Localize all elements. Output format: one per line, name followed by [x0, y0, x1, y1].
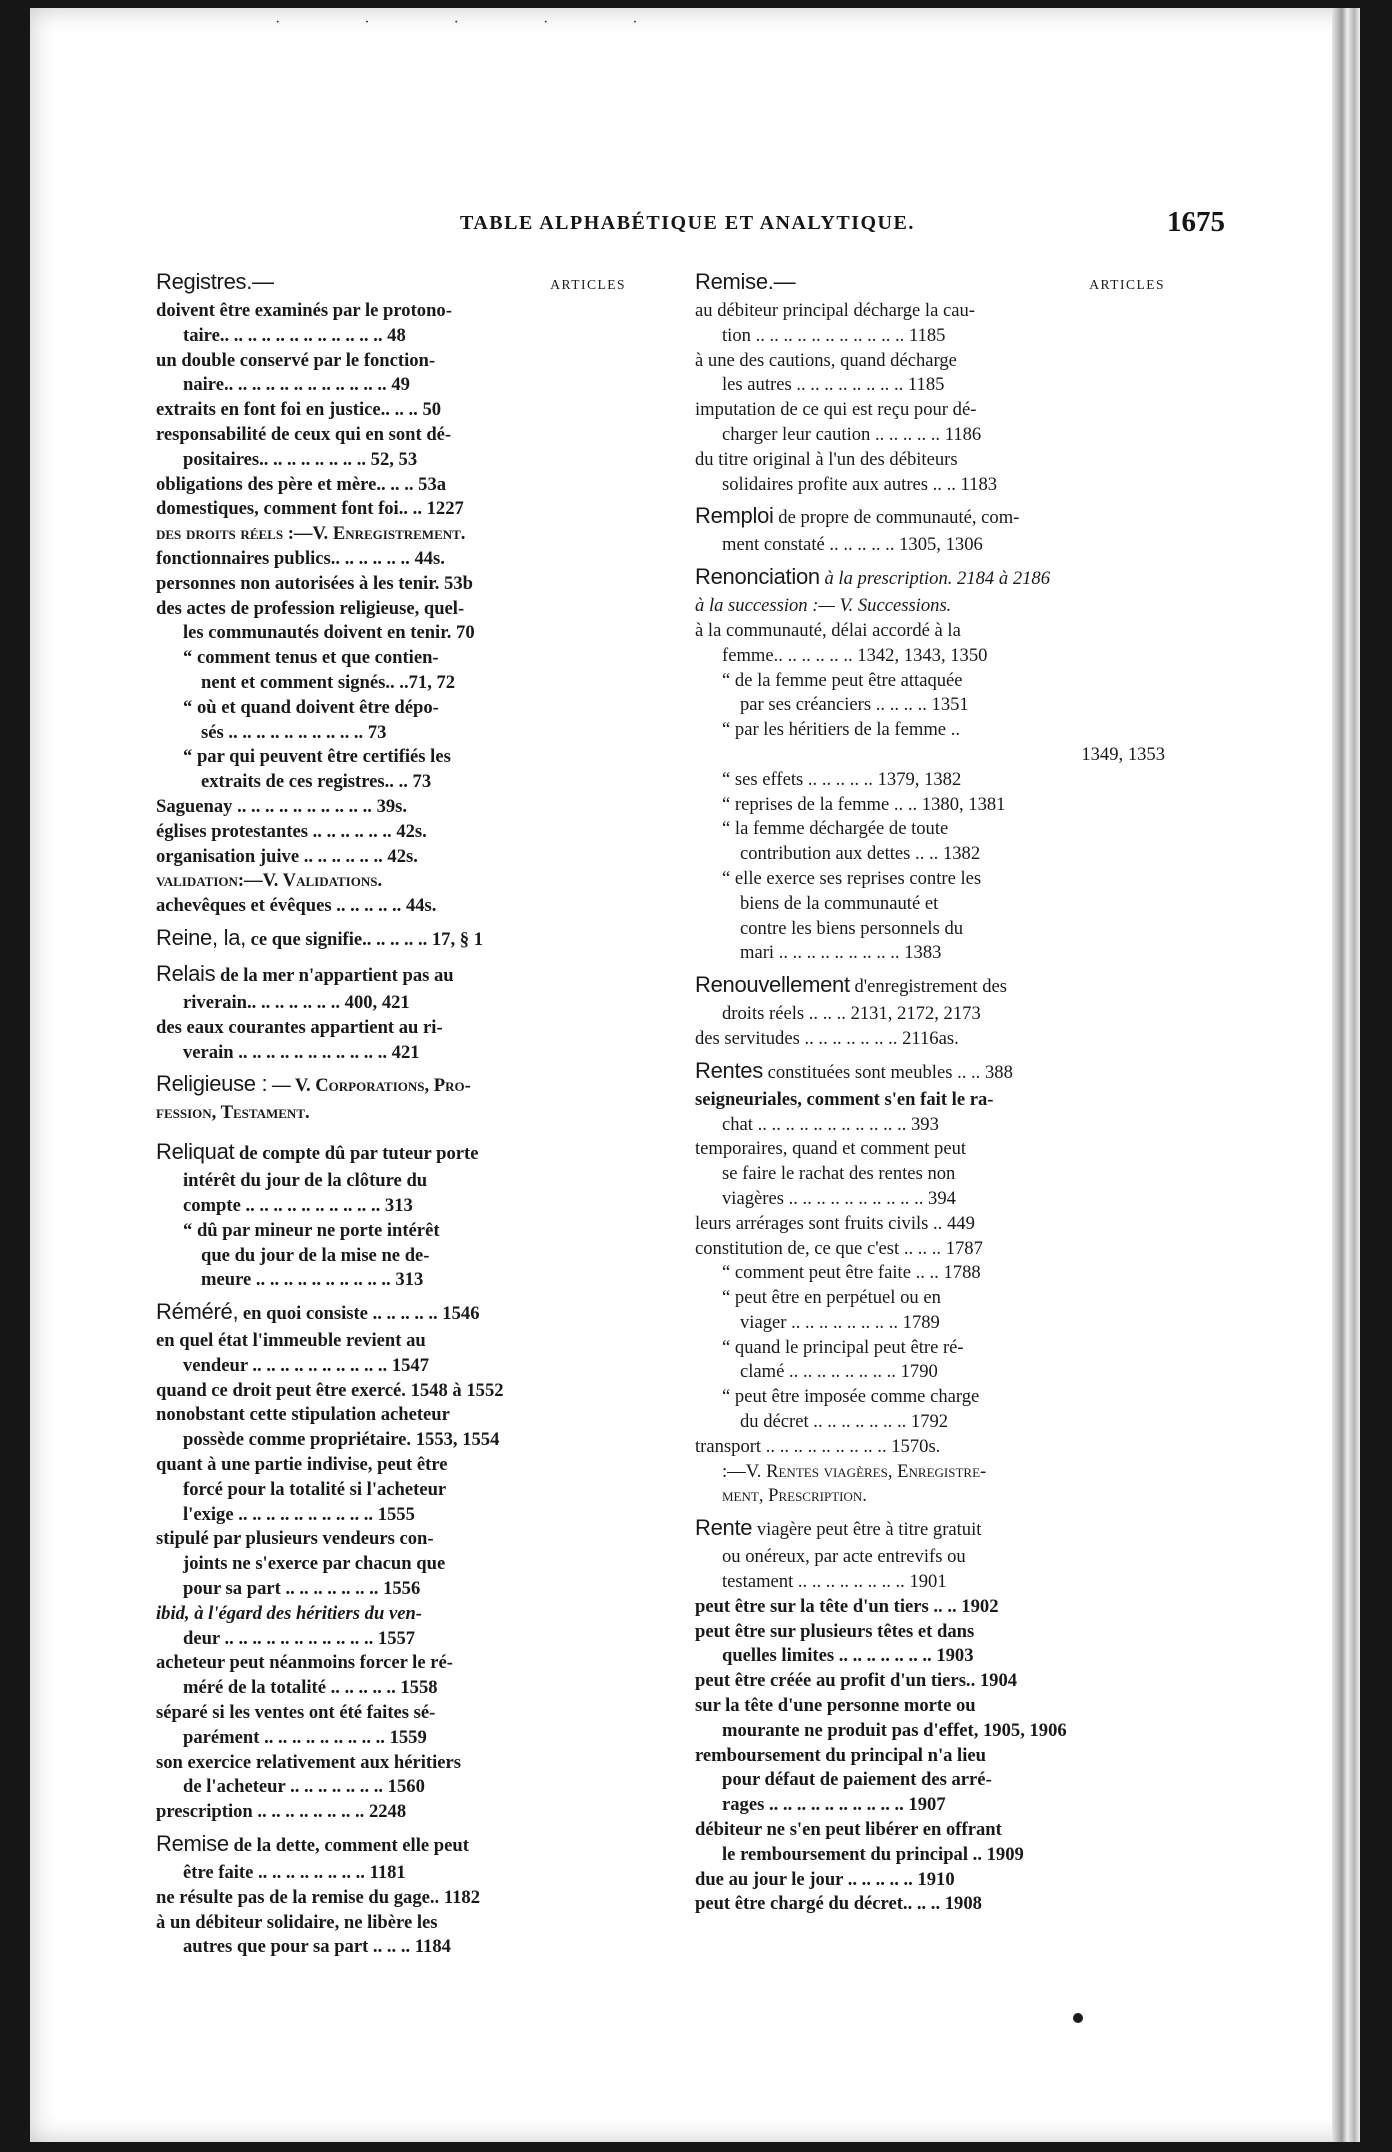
entry-line: se faire le rachat des rentes non [722, 1163, 956, 1185]
entry-text: de la dette, comment elle peut [233, 1835, 469, 1857]
entry-text: de la mer n'appartient pas au [220, 964, 454, 986]
scanned-page [30, 8, 1360, 2142]
entry-line: verain .. .. .. .. .. .. .. .. .. .. .. 421 [183, 1041, 420, 1063]
headword: Remise.— [695, 269, 796, 294]
headword: Rentes [695, 1057, 763, 1083]
entry-line: personnes non autorisées à les tenir. 53b [156, 572, 473, 594]
entry-line: à la succession :— V. Successions. [695, 595, 952, 617]
entry-line: “ de la femme peut être attaquée [722, 669, 963, 691]
entry-line: des actes de profession religieuse, quel- [156, 597, 465, 619]
entry-line: temporaires, quand et comment peut [695, 1138, 967, 1160]
entry-line: “ dû par mineur ne porte intérêt [183, 1219, 440, 1241]
entry-line: méré de la totalité .. .. .. .. .. 1558 [183, 1677, 438, 1699]
headword: Renouvellement [695, 972, 850, 998]
entry-text: — V. Corporations, Pro- [272, 1075, 471, 1097]
entry-text: à la prescription. 2184 à 2186 [824, 568, 1051, 590]
articles-label: ARTICLES [1089, 277, 1165, 292]
entry-renouvellement [695, 973, 1165, 1052]
entry-line: à un débiteur solidaire, ne libère les [156, 1911, 438, 1933]
entry-line: les communautés doivent en tenir. 70 [183, 622, 475, 644]
entry-line: meure .. .. .. .. .. .. .. .. .. .. 313 [201, 1269, 424, 1291]
entry-line: nent et comment signés.. ..71, 72 [201, 671, 456, 693]
entry-line: quelles limites .. .. .. .. .. .. .. 1903 [722, 1645, 974, 1667]
entry-line: viagères .. .. .. .. .. .. .. .. .. .. 394 [722, 1187, 956, 1209]
entry-line: forcé pour la totalité si l'acheteur [183, 1478, 447, 1500]
entry-line: les autres .. .. .. .. .. .. .. .. 1185 [722, 374, 945, 396]
entry-line: achevêques et évêques .. .. .. .. .. 44s. [156, 895, 437, 917]
entry-line: possède comme propriétaire. 1553, 1554 [183, 1429, 500, 1451]
entry-line: clamé .. .. .. .. .. .. .. .. 1790 [740, 1361, 938, 1383]
entry-line: remboursement du principal n'a lieu [695, 1744, 986, 1766]
entry-line: en quel état l'immeuble revient au [156, 1330, 426, 1352]
entry-line: compte .. .. .. .. .. .. .. .. .. .. 313 [183, 1194, 413, 1216]
entry-line: “ peut être en perpétuel ou en [722, 1287, 941, 1309]
entry-text: constituées sont meubles .. .. 388 [767, 1061, 1013, 1083]
entry-remere [156, 1300, 626, 1825]
running-header [460, 206, 1225, 246]
entry-line: peut être sur plusieurs têtes et dans [695, 1620, 975, 1642]
entry-line: “ comment peut être faite .. .. 1788 [722, 1262, 981, 1284]
running-title: TABLE ALPHABÉTIQUE ET ANALYTIQUE. [460, 212, 915, 234]
page-number: 1675 [1167, 206, 1225, 238]
entry-line: prescription .. .. .. .. .. .. .. .. 2248 [156, 1801, 407, 1823]
entry-line: joints ne s'exerce par chacun que [183, 1553, 446, 1575]
entry-reine [156, 926, 626, 955]
entry-line: validation:—V. Validations. [156, 870, 383, 892]
headword: Relais [156, 960, 216, 986]
entry-line: parément .. .. .. .. .. .. .. .. .. 1559 [183, 1726, 427, 1748]
entry-line: nonobstant cette stipulation acheteur [156, 1404, 450, 1426]
entry-line: églises protestantes .. .. .. .. .. .. 42s. [156, 820, 427, 842]
entry-line: sur la tête d'une personne morte ou [695, 1695, 976, 1717]
entry-line: testament .. .. .. .. .. .. .. .. 1901 [722, 1571, 947, 1593]
entry-line: constitution de, ce que c'est .. .. .. 1787 [695, 1237, 983, 1259]
entry-line: obligations des père et mère.. .. .. 53a [156, 473, 447, 495]
entry-line: biens de la communauté et [740, 892, 939, 914]
entry-line: être faite .. .. .. .. .. .. .. .. 1181 [183, 1862, 406, 1884]
entry-line: extraits de ces registres.. .. 73 [201, 771, 432, 793]
entry-line: charger leur caution .. .. .. .. .. 1186 [722, 423, 982, 445]
entry-remise [156, 1832, 626, 1960]
entry-line: “ reprises de la femme .. .. 1380, 1381 [722, 793, 1006, 815]
entry-line: des droits réels :—V. Enregistrement. [156, 523, 466, 545]
entry-line: peut être créée au profit d'un tiers.. 1904 [695, 1670, 1018, 1692]
entry-line: son exercice relativement aux héritiers [156, 1751, 461, 1773]
entry-line: vendeur .. .. .. .. .. .. .. .. .. .. 1547 [183, 1354, 430, 1376]
entry-line: à une des cautions, quand décharge [695, 349, 957, 371]
entry-line: extraits en font foi en justice.. .. .. 50 [156, 399, 442, 421]
entry-line: ibid, à l'égard des héritiers du ven- [156, 1602, 422, 1624]
entry-line: “ ses effets .. .. .. .. .. 1379, 1382 [722, 768, 962, 790]
entry-line: acheteur peut néanmoins forcer le ré- [156, 1652, 453, 1674]
entry-line: naire.. .. .. .. .. .. .. .. .. .. .. .. 49 [183, 374, 410, 396]
entry-text: viagère peut être à titre gratuit [756, 1519, 982, 1541]
entry-rentes [695, 1059, 1165, 1510]
entry-line: un double conservé par le fonction- [156, 349, 436, 371]
entry-text: de propre de communauté, com- [778, 507, 1020, 529]
entry-text: d'enregistrement des [854, 976, 1008, 998]
entry-line: des eaux courantes appartient au ri- [156, 1016, 443, 1038]
entry-line: peut être chargé du décret.. .. .. 1908 [695, 1893, 982, 1915]
entry-line: chat .. .. .. .. .. .. .. .. .. .. .. 393 [722, 1113, 939, 1135]
right-column [695, 270, 1165, 1924]
entry-line: responsabilité de ceux qui en sont dé- [156, 423, 452, 445]
entry-line: “ elle exerce ses reprises contre les [722, 867, 982, 889]
headword: Registres.— [156, 269, 274, 294]
entry-line: :—V. Rentes viagères, Enregistre- [722, 1460, 987, 1482]
entry-line: à la communauté, délai accordé à la [695, 619, 961, 641]
entry-line: séparé si les ventes ont été faites sé- [156, 1702, 436, 1724]
entry-line: droits réels .. .. .. 2131, 2172, 2173 [722, 1003, 981, 1025]
entry-line: domestiques, comment font foi.. .. 1227 [156, 498, 464, 520]
entry-line: doivent être examinés par le protono- [156, 300, 452, 321]
entry-line: par ses créanciers .. .. .. .. 1351 [740, 694, 969, 716]
entry-text: de compte dû par tuteur porte [238, 1143, 479, 1165]
entry-line: ment, Prescription. [722, 1485, 867, 1507]
entry-line: intérêt du jour de la clôture du [183, 1170, 428, 1192]
entry-line: ment constaté .. .. .. .. .. 1305, 1306 [722, 534, 983, 556]
articles-label: ARTICLES [550, 277, 626, 292]
entry-remise-cont [695, 270, 1165, 497]
entry-line: “ où et quand doivent être dépo- [183, 696, 439, 718]
entry-line: leurs arrérages sont fruits civils .. 449 [695, 1212, 975, 1234]
entry-line: “ quand le principal peut être ré- [722, 1336, 964, 1358]
entry-line: débiteur ne s'en peut libérer en offrant [695, 1819, 1002, 1841]
entry-line: fession, Testament. [156, 1102, 310, 1124]
entry-text: en quoi consiste .. .. .. .. .. 1546 [242, 1303, 480, 1325]
headword: Remise [156, 1831, 229, 1857]
entry-line: mari .. .. .. .. .. .. .. .. .. 1383 [740, 942, 942, 964]
entry-registres [156, 270, 626, 919]
entry-line: pour sa part .. .. .. .. .. .. .. 1556 [183, 1578, 421, 1600]
headword: Religieuse : [156, 1071, 268, 1097]
headword: Remploi [695, 503, 774, 529]
entry-line: sés .. .. .. .. .. .. .. .. .. .. 73 [201, 721, 387, 743]
entry-line: taire.. .. .. .. .. .. .. .. .. .. .. .. 48 [183, 324, 406, 346]
headword: Rente [695, 1515, 753, 1541]
entry-line: quant à une partie indivise, peut être [156, 1454, 448, 1476]
entry-line: viager .. .. .. .. .. .. .. .. 1789 [740, 1311, 940, 1333]
entry-line: riverain.. .. .. .. .. .. .. 400, 421 [183, 991, 410, 1013]
entry-line: solidaires profite aux autres .. .. 1183 [722, 473, 998, 495]
entry-line: que du jour de la mise ne de- [201, 1244, 430, 1266]
entry-line: contribution aux dettes .. .. 1382 [740, 843, 981, 865]
entry-line: mourante ne produit pas d'effet, 1905, 1906 [722, 1719, 1067, 1741]
headword: Renonciation [695, 564, 820, 590]
scan-specks: · · · · · [275, 14, 678, 31]
entry-religieuse [156, 1072, 626, 1126]
entry-line: “ la femme déchargée de toute [722, 818, 949, 840]
entry-line: ou onéreux, par acte entrevifs ou [722, 1546, 966, 1568]
entry-line: deur .. .. .. .. .. .. .. .. .. .. .. 1557 [183, 1627, 416, 1649]
entry-line: due au jour le jour .. .. .. .. .. 1910 [695, 1868, 955, 1890]
entry-line: des servitudes .. .. .. .. .. .. .. 2116as. [695, 1027, 959, 1049]
entry-line: femme.. .. .. .. .. .. 1342, 1343, 1350 [722, 644, 988, 666]
entry-renonciation [695, 565, 1165, 966]
entry-line: “ peut être imposée comme charge [722, 1386, 980, 1408]
entry-line: organisation juive .. .. .. .. .. .. 42s. [156, 845, 418, 867]
entry-line: ne résulte pas de la remise du gage.. 1182 [156, 1886, 481, 1908]
entry-line: le remboursement du principal .. 1909 [722, 1843, 1024, 1865]
entry-line: tion .. .. .. .. .. .. .. .. .. .. .. 1185 [722, 324, 946, 346]
entry-line: “ comment tenus et que contien- [183, 647, 439, 669]
entry-line: fonctionnaires publics.. .. .. .. .. .. 44s. [156, 547, 445, 569]
entry-reliquat [156, 1140, 626, 1293]
left-column [156, 270, 626, 1967]
entry-line: “ par qui peuvent être certifiés les [183, 746, 451, 768]
entry-line: positaires.. .. .. .. .. .. .. .. 52, 53 [183, 448, 418, 470]
entry-line: stipulé par plusieurs vendeurs con- [156, 1528, 434, 1550]
entry-line: rages .. .. .. .. .. .. .. .. .. .. 1907 [722, 1794, 946, 1816]
entry-line: 1349, 1353 [1081, 743, 1165, 765]
page-edge [1332, 8, 1360, 2142]
entry-line: imputation de ce qui est reçu pour dé- [695, 399, 977, 421]
entry-line: “ par les héritiers de la femme .. [722, 719, 960, 741]
entry-line: du titre original à l'un des débiteurs [695, 448, 958, 470]
entry-line: Saguenay .. .. .. .. .. .. .. .. .. .. 39s. [156, 795, 408, 817]
headword: Réméré, [156, 1299, 239, 1325]
entry-line: autres que pour sa part .. .. .. 1184 [183, 1936, 451, 1958]
entry-line: du décret .. .. .. .. .. .. .. 1792 [740, 1411, 949, 1433]
entry-line: peut être sur la tête d'un tiers .. .. 1902 [695, 1595, 999, 1617]
entry-rente [695, 1516, 1165, 1917]
entry-line: quand ce droit peut être exercé. 1548 à 1552 [156, 1379, 504, 1401]
entry-line: au débiteur principal décharge la cau- [695, 300, 975, 321]
entry-line: l'exige .. .. .. .. .. .. .. .. .. .. 1555 [183, 1503, 415, 1525]
entry-line: de l'acheteur .. .. .. .. .. .. .. 1560 [183, 1776, 425, 1798]
entry-line: transport .. .. .. .. .. .. .. .. .. 1570s. [695, 1435, 941, 1457]
headword: Reine, la, [156, 924, 246, 950]
entry-line: pour défaut de paiement des arré- [722, 1769, 992, 1791]
ink-spot [1073, 2013, 1083, 2023]
entry-relais [156, 962, 626, 1065]
entry-line: contre les biens personnels du [740, 917, 964, 939]
headword: Reliquat [156, 1139, 235, 1165]
entry-remploi [695, 504, 1165, 558]
entry-line: seigneuriales, comment s'en fait le ra- [695, 1088, 994, 1110]
entry-text: ce que signifie.. .. .. .. .. 17, § 1 [250, 928, 484, 950]
